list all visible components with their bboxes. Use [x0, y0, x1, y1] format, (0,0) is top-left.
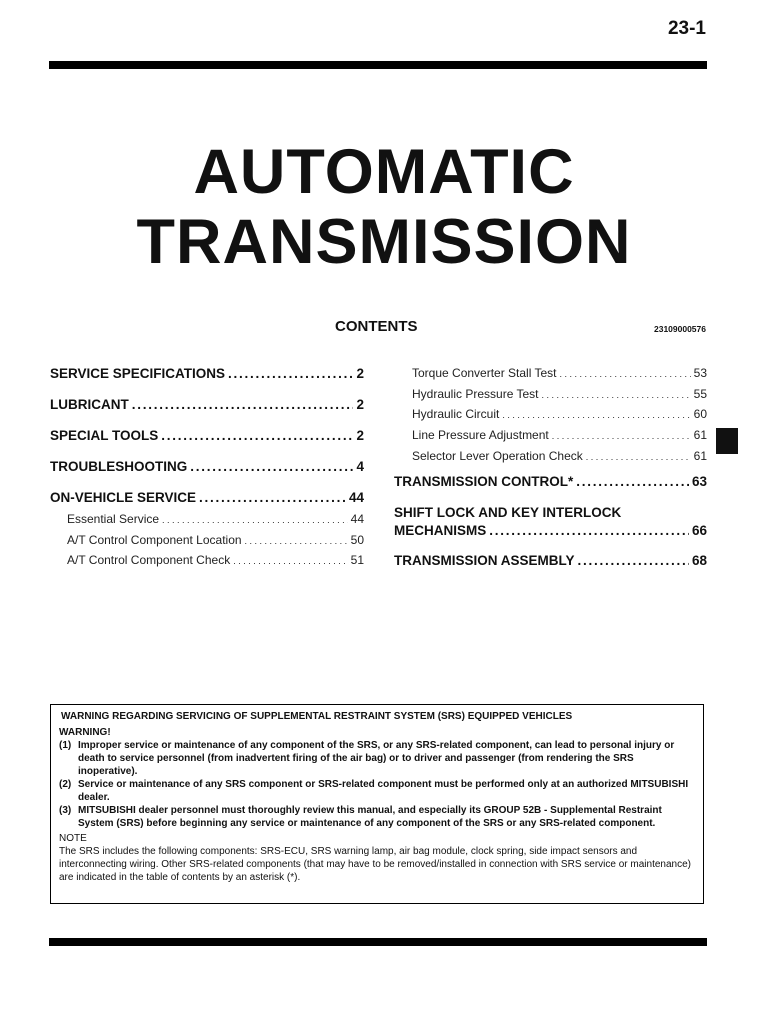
toc-label: Hydraulic Pressure Test [412, 386, 539, 401]
dot-leader [245, 533, 348, 549]
bottom-rule [49, 938, 707, 946]
toc-label: TROUBLESHOOTING [50, 459, 188, 474]
toc-label: Selector Lever Operation Check [412, 448, 583, 463]
dot-leader [161, 427, 353, 445]
title-line-2: TRANSMISSION [136, 207, 632, 277]
toc-entry-transmission-assembly[interactable] [394, 552, 707, 583]
toc-entry-hydraulic-pressure-test[interactable] [394, 386, 707, 407]
toc-entry-essential-service[interactable] [50, 511, 364, 532]
dot-leader [233, 553, 347, 569]
document-id: 23109000576 [653, 324, 706, 334]
toc-label: TRANSMISSION CONTROL* [394, 474, 574, 490]
toc-entry-selector-lever-operation-check[interactable] [394, 448, 707, 469]
toc-entry-at-control-component-check[interactable] [50, 552, 364, 573]
toc-label: LUBRICANT [50, 397, 129, 412]
toc-label: Essential Service [67, 512, 160, 526]
warning-item-text: MITSUBISHI dealer personnel must thoroughly review this manual, and especially its GROUP 52B - Supplemental Restraint System (SRS) before beginning any service or maintenance of any component of the SRS or any SRS-related component. [78, 805, 662, 829]
toc-page: 2 [356, 428, 364, 443]
top-rule [49, 61, 707, 69]
toc-right-column [394, 365, 707, 583]
dot-leader [576, 473, 689, 491]
warning-item [59, 804, 695, 830]
page-number: 23-1 [667, 18, 706, 39]
dot-leader [228, 365, 353, 383]
toc-page: 53 [693, 366, 707, 380]
srs-warning-box [50, 704, 704, 904]
toc-label-line-1: SHIFT LOCK AND KEY INTERLOCK [394, 505, 622, 521]
warning-item [59, 778, 695, 804]
toc-page: 2 [356, 366, 364, 381]
toc-entry-service-specifications[interactable] [50, 365, 364, 396]
section-tab-marker [716, 428, 738, 454]
dot-leader [560, 366, 691, 382]
toc-label: ON-VEHICLE SERVICE [50, 490, 197, 505]
dot-leader [578, 552, 689, 570]
toc-page: 66 [691, 523, 707, 539]
dot-leader [199, 489, 346, 507]
dot-leader [502, 407, 690, 423]
toc-entry-special-tools[interactable] [50, 427, 364, 458]
toc-label: Line Pressure Adjustment [412, 428, 549, 443]
toc-page: 61 [693, 428, 707, 443]
toc-left-column [50, 365, 364, 573]
toc-label: SERVICE SPECIFICATIONS [50, 366, 226, 381]
dot-leader [542, 387, 691, 403]
toc-entry-transmission-control[interactable] [394, 473, 707, 504]
toc-page: 51 [350, 553, 364, 568]
warning-list [59, 739, 695, 830]
toc-page: 55 [693, 386, 707, 401]
toc-label: A/T Control Component Check [67, 553, 231, 568]
dot-leader [489, 522, 689, 540]
warning-item-number: (3) [59, 805, 72, 816]
toc-entry-at-control-component-location[interactable] [50, 532, 364, 553]
dot-leader [552, 428, 691, 444]
dot-leader [162, 512, 348, 528]
toc-page: 60 [693, 407, 707, 422]
dot-leader [586, 449, 691, 465]
toc-page: 61 [693, 448, 707, 463]
toc-label: TRANSMISSION ASSEMBLY [394, 553, 575, 569]
warning-item-text: Service or maintenance of any SRS component or SRS-related component must be performed only at an authorized MITSUBISHI dealer. [78, 779, 689, 803]
toc-entry-troubleshooting[interactable] [50, 458, 364, 489]
warning-item-number: (1) [59, 740, 72, 751]
toc-label: Torque Converter Stall Test [412, 366, 557, 380]
warning-item [59, 739, 695, 778]
toc-label: Hydraulic Circuit [412, 407, 500, 422]
warning-label: WARNING! [59, 727, 111, 738]
toc-entry-lubricant[interactable] [50, 396, 364, 427]
toc-page: 68 [691, 553, 707, 569]
page-title [0, 137, 768, 277]
toc-entry-shift-lock-key-interlock[interactable] [394, 504, 707, 540]
contents-heading: CONTENTS [335, 318, 418, 335]
toc-entry-line-pressure-adjustment[interactable] [394, 427, 707, 448]
toc-entry-hydraulic-circuit[interactable] [394, 406, 707, 427]
warning-item-number: (2) [59, 779, 72, 790]
toc-page: 50 [350, 532, 364, 547]
warning-title: WARNING REGARDING SERVICING OF SUPPLEMENTAL RESTRAINT SYSTEM (SRS) EQUIPPED VEHICLES [61, 711, 573, 722]
note-text: The SRS includes the following components: SRS-ECU, SRS warning lamp, air bag module, clock spring, side impact sensors and interconnecting wiring. Other SRS-related components (that may have to be removed/installed in connection with SRS service or maintenance) are indicated in the table of contents by an asterisk (*). [59, 846, 691, 883]
warning-item-text: Improper service or maintenance of any component of the SRS, or any SRS-related component, can lead to personal injury or death to service personnel (from inadvertent firing of the air bag) or to driver and passenger (from rendering the SRS inoperative). [78, 740, 675, 777]
toc-page: 44 [348, 490, 364, 505]
toc-page: 44 [350, 512, 364, 526]
toc-label: A/T Control Component Location [67, 532, 242, 547]
note-label: NOTE [59, 833, 87, 844]
toc-page: 63 [691, 474, 707, 490]
dot-leader [132, 396, 354, 414]
dot-leader [190, 458, 353, 476]
toc-page: 4 [356, 459, 364, 474]
toc-page: 2 [356, 397, 364, 412]
toc-entry-torque-converter-stall-test[interactable] [394, 365, 707, 386]
title-line-1: AUTOMATIC [193, 137, 575, 207]
toc-label: SPECIAL TOOLS [50, 428, 159, 443]
toc-entry-on-vehicle-service[interactable] [50, 489, 364, 511]
toc-label-line-2: MECHANISMS [394, 523, 487, 539]
